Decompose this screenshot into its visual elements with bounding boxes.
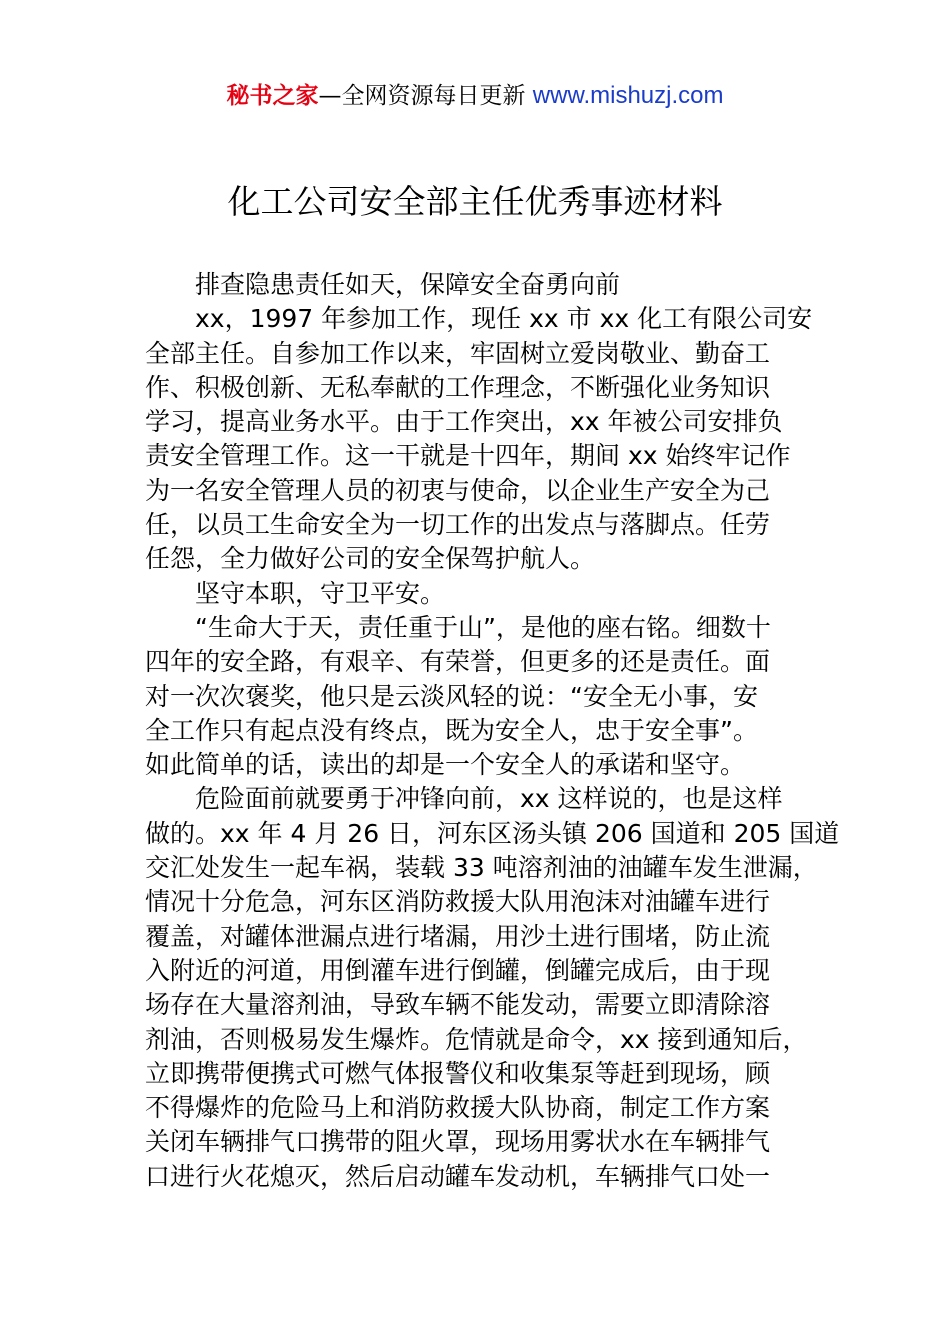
paragraph-line: 剂油，否则极易发生爆炸。危情就是命令，xx 接到通知后， <box>145 1024 808 1054</box>
site-brand: 秘书之家 <box>226 83 319 109</box>
paragraph-line: xx，1997 年参加工作，现任 xx 市 xx 化工有限公司安 <box>195 304 813 334</box>
subtitle-line: 排查隐患责任如天，保障安全奋勇向前 <box>195 270 621 299</box>
paragraph-line: 场存在大量溶剂油，导致车辆不能发动，需要立即清除溶 <box>145 990 771 1020</box>
paragraph-line: 如此简单的话，读出的却是一个安全人的承诺和坚守。 <box>145 750 746 780</box>
paragraph-line: 四年的安全路，有艰辛、有荣誉，但更多的还是责任。面 <box>145 647 771 677</box>
paragraph-line: 全工作只有起点没有终点，既为安全人，忠于安全事”。 <box>145 715 758 745</box>
section-heading-line: 坚守本职，守卫平安。 <box>195 578 446 608</box>
paragraph-line: 责安全管理工作。这一干就是十四年，期间 xx 始终牢记作 <box>145 441 791 471</box>
paragraph-line: 为一名安全管理人员的初衷与使命，以企业生产安全为己 <box>145 475 771 505</box>
paragraph-line: 入附近的河道，用倒灌车进行倒罐，倒罐完成后，由于现 <box>145 955 771 985</box>
site-header <box>0 78 950 114</box>
paragraph-line: 对一次次褒奖，他只是云淡风轻的说：“安全无小事，安 <box>145 681 758 711</box>
document-title: 化工公司安全部主任优秀事迹材料 <box>227 182 723 221</box>
paragraph-line: 立即携带便携式可燃气体报警仪和收集泵等赶到现场，顾 <box>145 1058 771 1088</box>
paragraph-line: 关闭车辆排气口携带的阻火罩，现场用雾状水在车辆排气 <box>145 1127 771 1157</box>
paragraph-line: 口进行火花熄灭，然后启动罐车发动机，车辆排气口处一 <box>145 1161 771 1191</box>
paragraph-line: 学习，提高业务水平。由于工作突出，xx 年被公司安排负 <box>145 407 783 437</box>
document-body <box>145 268 840 1194</box>
paragraph-line: 做的。xx 年 4 月 26 日，河东区汤头镇 206 国道和 205 国道 <box>145 818 840 848</box>
paragraph-line: 任，以员工生命安全为一切工作的出发点与落脚点。任劳 <box>145 510 771 540</box>
paragraph-line: “生命大于天，责任重于山”，是他的座右铭。细数十 <box>195 612 771 642</box>
paragraph-line: 覆盖，对罐体泄漏点进行堵漏，用沙土进行围堵，防止流 <box>145 921 771 951</box>
paragraph-line: 不得爆炸的危险马上和消防救援大队协商，制定工作方案 <box>145 1093 771 1123</box>
paragraph-line: 交汇处发生一起车祸，装载 33 吨溶剂油的油罐车发生泄漏， <box>145 853 818 883</box>
paragraph-line: 任怨，全力做好公司的安全保驾护航人。 <box>145 544 596 574</box>
paragraph-line: 危险面前就要勇于冲锋向前，xx 这样说的，也是这样 <box>195 784 783 814</box>
site-url-link[interactable]: www.mishuzj.com <box>532 82 724 109</box>
paragraph-line: 作、积极创新、无私奉献的工作理念，不断强化业务知识 <box>145 372 771 402</box>
paragraph-line: 全部主任。自参加工作以来，牢固树立爱岗敬业、勤奋工 <box>145 338 771 368</box>
paragraph-line: 情况十分危急，河东区消防救援大队用泡沫对油罐车进行 <box>145 887 771 917</box>
site-tagline: —全网资源每日更新 <box>318 83 526 109</box>
